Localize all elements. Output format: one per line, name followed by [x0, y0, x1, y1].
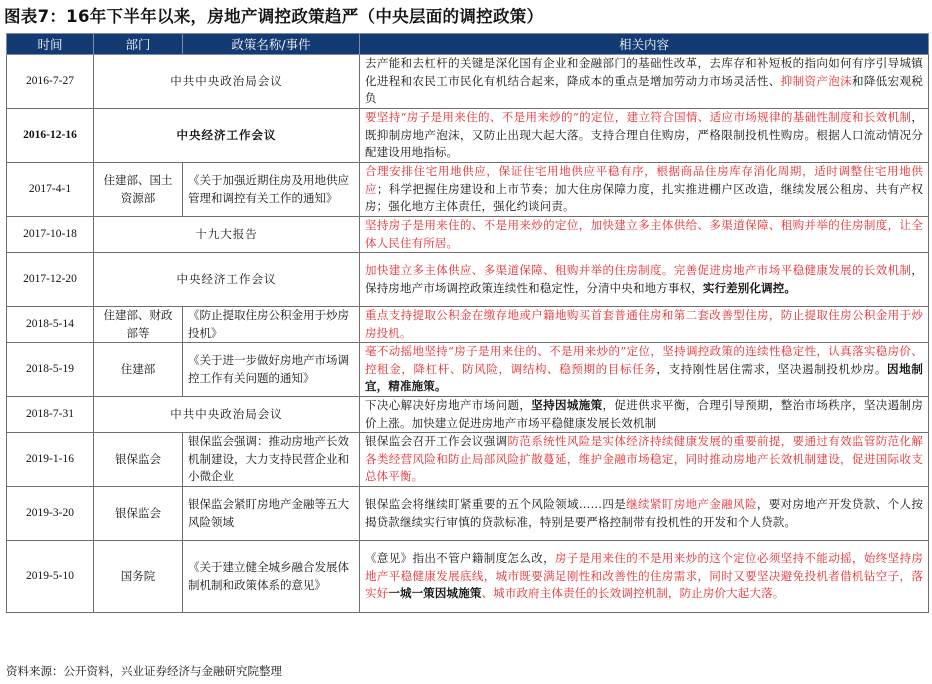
table-row [7, 541, 929, 613]
header-time: 时间 [7, 34, 94, 55]
row-event: 中央经济工作会议 [94, 253, 360, 307]
table-row [7, 253, 929, 307]
content-text: 《意见》指出不管户籍制度怎么改， [365, 551, 556, 566]
chart-title: 图表7：16年下半年以来，房地产调控政策趋严（中央层面的调控政策） [4, 7, 544, 26]
row-date: 2018-7-31 [7, 397, 94, 433]
content-text: 和降低宏观税负 [365, 73, 923, 106]
row-date: 2017-10-18 [7, 217, 94, 253]
highlighted-text: 加快建立多主体供应、多渠道保障、租购并举的住房制度。完善促进房地产市场平稳健康发展的长效机制 [365, 263, 912, 277]
content-text: 一城一策因城施策 [388, 586, 482, 601]
row-date: 2018-5-19 [7, 343, 94, 397]
row-event: 中央经济工作会议 [94, 109, 360, 163]
row-content [360, 397, 929, 433]
highlighted-text: 房子是用来住的不是用来炒的这个定位必须坚持不能动摇，始终坚持房地产平稳健康发展底线，城市既要满足刚性和改善性的住房需求，同时又要坚决避免投机者借机钻空子，落实好 [365, 551, 923, 601]
row-department: 国务院 [94, 541, 183, 613]
row-content [360, 487, 929, 541]
content-text: 银保监会将继续盯紧重要的五个风险领域……四是 [365, 497, 627, 511]
source-note: 资料来源：公开资料，兴业证券经济与金融研究院整理 [6, 664, 282, 678]
table-row [7, 343, 929, 397]
header-content: 相关内容 [360, 34, 929, 55]
row-event: 中共中央政治局会议 [94, 397, 360, 433]
row-department: 住建部、国土资源部 [94, 163, 183, 217]
content-text: 去产能和去杠杆的关键是深化国有企业和金融部门的基础性改革，去库存和补短板的指向如何有序引导城镇化进程和农民工市民化有机结合起来，降成本的重点是增加劳动力市场灵活性、 [365, 56, 923, 88]
row-date: 2018-5-14 [7, 307, 94, 343]
row-content [360, 433, 929, 487]
row-content [360, 163, 929, 217]
row-content [360, 307, 929, 343]
table-row [7, 397, 929, 433]
row-event: 十九大报告 [94, 217, 360, 253]
row-policy-name: 《关于加强近期住房及用地供应管理和调控有关工作的通知》 [183, 163, 360, 217]
policy-table [6, 33, 929, 613]
row-date: 2019-5-10 [7, 541, 94, 613]
row-policy-name: 银保监会强调：推动房地产长效机制建设，大力支持民营企业和小微企业 [183, 433, 360, 487]
content-text: 因地制宜，精准施策。 [365, 361, 923, 394]
highlighted-text: 抑制资产泡沫 [780, 73, 852, 88]
table-row [7, 487, 929, 541]
table-header-row [7, 34, 929, 55]
row-content [360, 253, 929, 307]
row-date: 2019-1-16 [7, 433, 94, 487]
table-row [7, 433, 929, 487]
table-row [7, 109, 929, 163]
header-policy: 政策名称/事件 [183, 34, 360, 55]
table-body [7, 55, 929, 613]
row-content [360, 217, 929, 253]
highlighted-text: 毫不动摇地坚持“房子是用来住的、不是用来炒的”定位，坚持调控政策的连续性稳定性，认真落实稳房价、控租金，降杠杆、防风险，调结构、稳预期的目标任务 [365, 344, 923, 376]
row-date: 2016-12-16 [7, 109, 94, 163]
content-text: ，既抑制房地产泡沫，又防止出现大起大落。支持合理自住购房，严格限制投机性购房。根据人口流动情况分配建设用地指标。 [365, 110, 923, 160]
row-event: 中共中央政治局会议 [94, 55, 360, 109]
highlighted-text: 合理安排住宅用地供应，保证住宅用地供应平稳有序，根据商品住房库存消化周期，适时调整住宅用地供应 [365, 164, 923, 196]
table-row [7, 307, 929, 343]
row-department: 银保监会 [94, 487, 183, 541]
content-text: 下决心解决好房地产市场问题， [365, 398, 532, 412]
row-content [360, 541, 929, 613]
content-text: 银保监会召开工作会议强调 [365, 434, 508, 449]
highlighted-text: 坚持房子是用来住的、不是用来炒的定位，加快建立多主体供给、多渠道保障、租购并举的住房制度，让全体人民住有所居。 [365, 218, 923, 250]
row-content [360, 55, 929, 109]
row-department: 住建部 [94, 343, 183, 397]
row-content [360, 109, 929, 163]
row-policy-name: 《防止提取住房公积金用于炒房投机》 [183, 307, 360, 343]
row-department: 住建部、财政部等 [94, 307, 183, 343]
table-row [7, 55, 929, 109]
row-date: 2016-7-27 [7, 55, 94, 109]
highlighted-text: 要坚持“房子是用来住的、不是用来炒的”的定位，建立符合国情、适应市场规律的基础性制度和长效机制 [365, 110, 912, 125]
row-date: 2017-12-20 [7, 253, 94, 307]
highlighted-text: 防范系统性风险是实体经济持续健康发展的重要前提，要通过有效监管防范化解各类经营风险和防止局部风险扩散蔓延，维护金融市场稳定，同时推动房地产长效机制建设，促进国际收支总体平衡。 [365, 434, 923, 484]
content-text: ，支持刚性居住需求，坚决遏制投机炒房。 [656, 361, 888, 376]
row-content [360, 343, 929, 397]
content-text: 坚持因城施策 [531, 398, 603, 412]
row-policy-name: 《关于进一步做好房地产市场调控工作有关问题的通知》 [183, 343, 360, 397]
row-policy-name: 银保监会紧盯房地产金融等五大风险领域 [183, 487, 360, 541]
content-text: ；科学把握住房建设和上市节奏；加大住房保障力度，扎实推进棚户区改造，继续发展公租房、共有产权房；强化地方主体责任，强化约谈问责。 [365, 181, 923, 214]
highlighted-text: 重点支持提取公积金在缴存地或户籍地购买首套普通住房和第二套改善型住房，防止提取住房公积金用于炒房投机。 [365, 308, 923, 340]
content-text: 实行差别化调控。 [702, 280, 797, 295]
header-department: 部门 [94, 34, 183, 55]
table-row [7, 163, 929, 217]
row-department: 银保监会 [94, 433, 183, 487]
row-policy-name: 《关于建立健全城乡融合发展体制机制和政策体系的意见》 [183, 541, 360, 613]
content-text: ，要对房地产开发贷款、个人按揭贷款继续实行审慎的贷款标准，特别是要严格控制带有投机性的开发和个人贷款。 [365, 497, 923, 529]
content-text: ，保持房地产市场调控政策连续性和稳定性，分清中央和地方事权， [365, 263, 923, 295]
content-text: ，促进供求平衡，合理引导预期，整治市场秩序，坚决遏制房价上涨。加快建立促进房地产市场平稳健康发展长效机制 [365, 398, 923, 430]
row-date: 2019-3-20 [7, 487, 94, 541]
highlighted-text: 继续紧盯房地产金融风险 [626, 497, 757, 511]
table-row [7, 217, 929, 253]
highlighted-text: 、城市政府主体责任的长效调控机制，防止房价大起大落。 [481, 586, 785, 601]
row-date: 2017-4-1 [7, 163, 94, 217]
